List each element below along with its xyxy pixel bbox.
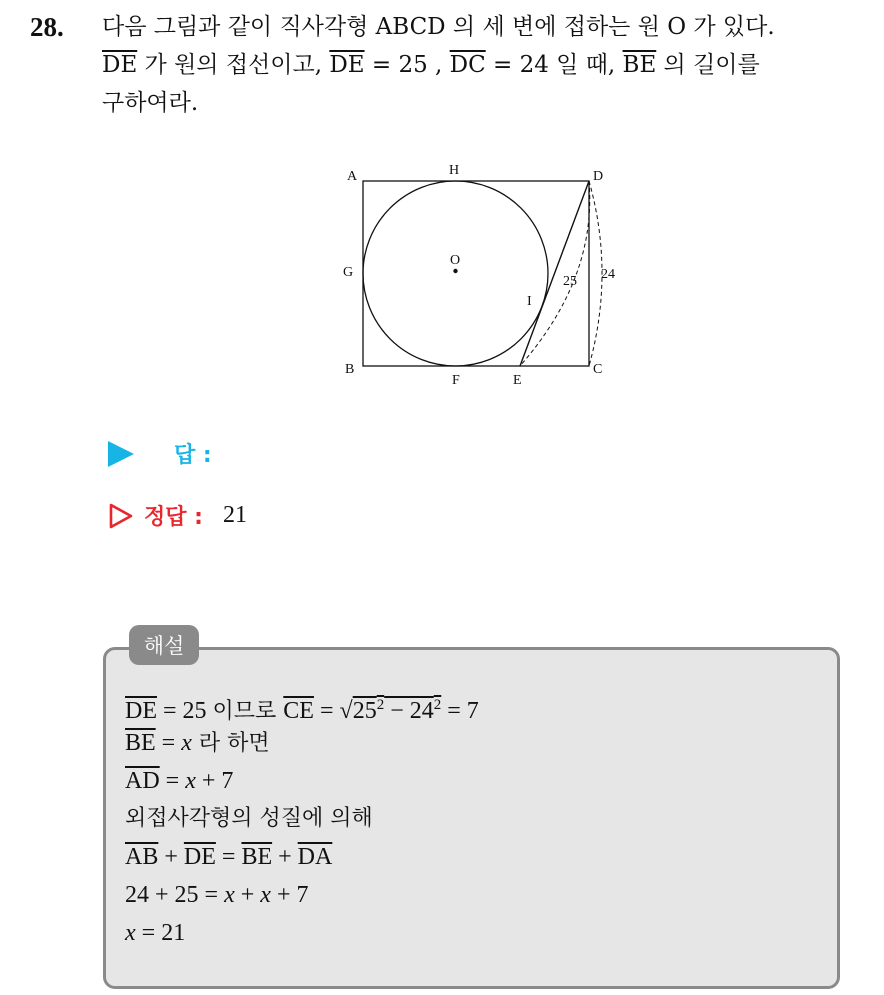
solution-line-1 [125,686,479,724]
math-run: = 7 [441,698,479,724]
solution-line-3 [125,762,479,800]
solution-tab: 해설 [129,625,199,665]
seg: $\overline{DE}$ [125,698,157,724]
answer-label: 답 : [174,443,212,468]
kor-run: 라 하면 [191,731,270,756]
math-run: 24 + 25 = [125,882,225,908]
question-line-1: 다음 그림과 같이 직사각형 ABCD 의 세 변에 접하는 원 O 가 있다. [102,14,775,40]
solution-line-6 [125,876,479,914]
math-run: + 7 [270,882,309,908]
segment-de: $\overline{DE}$ [329,52,365,78]
label-b: B [345,362,355,377]
math-run: = 25 [157,698,213,724]
math-run: = [155,730,182,756]
solution-line-5 [125,838,479,876]
label-de-length: 25 [563,274,577,289]
math-run: = [159,768,186,794]
label-d: D [593,169,604,184]
var-x: x [185,768,196,794]
solution-line-2 [125,724,479,762]
label-c: C [593,362,603,377]
solution-line-7 [125,914,479,952]
label-o: O [450,253,461,268]
center-dot [453,269,457,273]
math-run: 25 [352,698,377,724]
math-run: + [234,882,261,908]
segment-be: $\overline{BE}$ [622,52,657,78]
superscript: 2 [433,697,442,713]
math-run: + [272,844,298,870]
tangent-de [520,181,589,366]
correct-answer-value: 21 [222,502,247,528]
label-dc-length: 24 [601,267,615,282]
segment-de: $\overline{DE}$ [102,52,138,78]
segment-dc: $\overline{DC}$ [449,52,486,78]
figure-svg [335,158,625,388]
math-run: + [158,844,184,870]
solution-line-4: 외접사각형의 성질에 의해 [125,806,373,831]
seg: $\overline{BE}$ [125,730,156,756]
var-x: x [181,730,192,756]
math-run: = [215,844,242,870]
correct-answer-label: 정답 : [144,505,203,530]
seg: $\overline{AD}$ [125,768,160,794]
seg: $\overline{AB}$ [125,844,159,870]
text-run: 가 원의 접선이고, [137,52,330,78]
math-run: = 21 [135,920,186,946]
label-e: E [513,373,522,388]
seg: $\overline{DA}$ [297,844,333,870]
seg: $\overline{DE}$ [183,844,216,870]
solution-lines [125,686,479,952]
math-run: − 24 [384,698,434,724]
label-i: I [527,294,532,309]
label-h: H [449,163,460,178]
var-x: x [260,882,271,908]
label-f: F [452,373,460,388]
text-run: = 24 일 때, [485,52,623,78]
var-x: x [125,920,136,946]
outline-triangle-icon [108,502,134,530]
label-a: A [347,169,358,184]
question-number: 28. [30,12,64,42]
correct-answer-row [108,500,247,531]
math-run: = [313,698,340,724]
answer-row [108,438,212,469]
seg: $\overline{CE}$ [283,698,314,724]
text-run: = 25 , [364,52,450,78]
circle-o [363,181,548,366]
math-run: + 7 [195,768,234,794]
superscript: 2 [376,697,385,713]
question-line-2 [102,46,872,84]
var-x: x [224,882,235,908]
geometry-figure [335,158,625,388]
label-g: G [343,265,354,280]
kor-run: 이므로 [212,699,284,724]
sqrt-symbol: √ [339,698,353,724]
text-run: 의 길이를 [656,52,760,78]
question-text [102,8,872,122]
question-line-3: 구하여라. [102,90,199,116]
seg: $\overline{BE}$ [241,844,273,870]
play-triangle-icon [108,441,134,467]
sqrt-body [353,698,442,724]
